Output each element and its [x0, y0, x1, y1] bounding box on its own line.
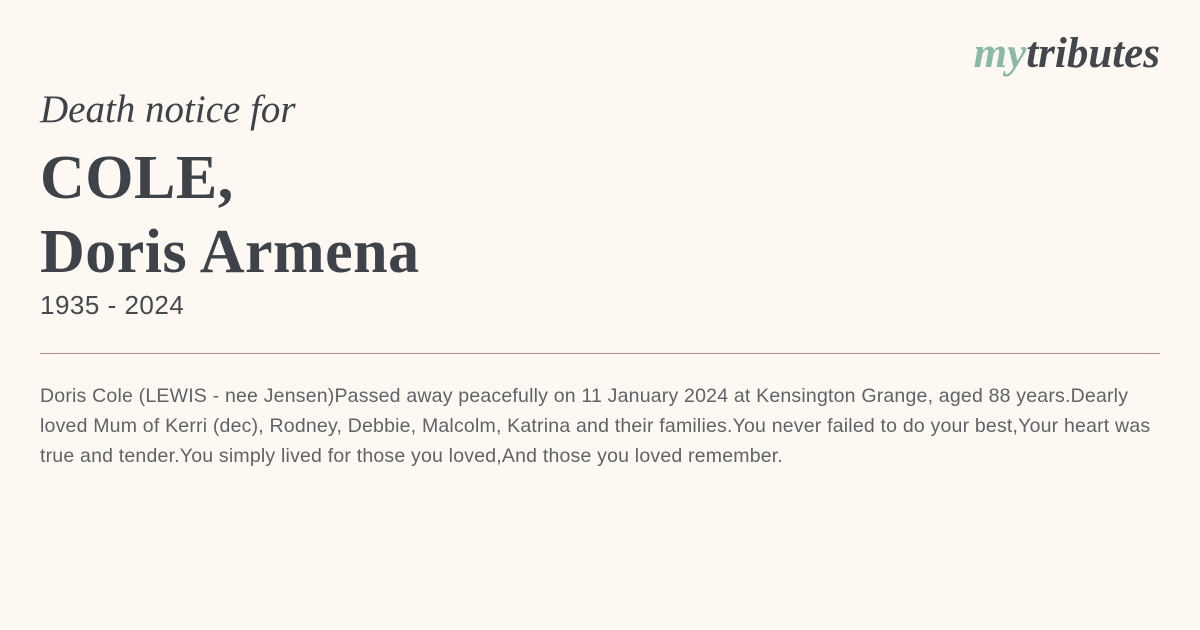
deceased-name: [40, 141, 420, 289]
logo-tributes-text: tributes: [1026, 30, 1160, 77]
divider-line: [40, 353, 1160, 354]
deceased-surname: COLE,: [40, 144, 234, 212]
logo-my-text: my: [973, 30, 1027, 77]
deceased-given-names: Doris Armena: [40, 218, 420, 286]
mytributes-logo: [974, 30, 1160, 77]
obituary-text: Doris Cole (LEWIS - nee Jensen)Passed away peacefully on 11 January 2024 at Kensington Grange, aged 88 years.Dearly loved Mum of Kerri (dec), Rodney, Debbie, Malcolm, Katrina and their families.You never failed to do your best,Your heart was true and tender.You simply lived for those you loved,And those you loved remember.: [40, 385, 1151, 467]
life-years: 1935 - 2024: [40, 290, 185, 320]
death-notice-kicker: Death notice for: [40, 88, 296, 131]
